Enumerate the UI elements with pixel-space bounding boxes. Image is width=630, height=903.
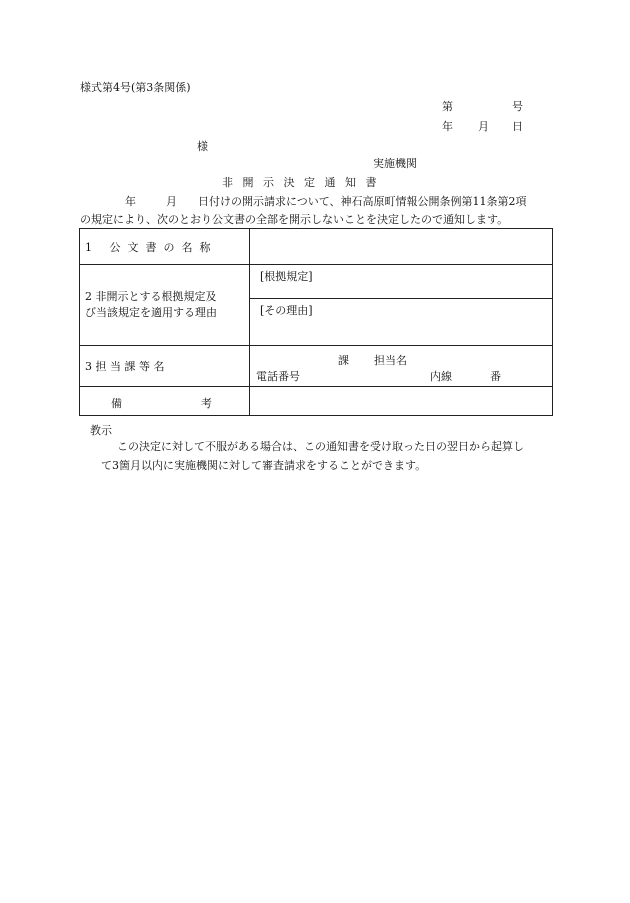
ext-number-label: 番	[490, 370, 501, 383]
row4-value	[250, 387, 553, 416]
basis-label: [根拠規定]	[260, 270, 313, 283]
table-row-name	[80, 229, 553, 265]
number-prefix: 第	[442, 100, 453, 113]
table-row-contact	[80, 346, 553, 387]
reason-cell	[250, 299, 552, 345]
body-year: 年	[125, 195, 136, 208]
contact-cell	[250, 346, 552, 386]
person-label: 担当名	[374, 354, 407, 367]
document-title: 非開示決定通知書	[222, 176, 386, 189]
body-month: 月	[166, 195, 177, 208]
date-day: 日	[512, 120, 523, 133]
date-year: 年	[442, 120, 453, 133]
row1-label: 1 公文書の名称	[80, 229, 250, 265]
extension-label: 内線	[430, 370, 452, 383]
instruction-line1: この決定に対して不服がある場合は、この通知書を受け取った日の翌日から起算し	[117, 440, 524, 453]
instruction-line2: て3箇月以内に実施機関に対して審査請求をすることができます。	[101, 459, 427, 472]
date-month: 月	[478, 120, 489, 133]
phone-label: 電話番号	[256, 370, 300, 383]
row2-label-line1: 2 非開示とする根拠規定及	[85, 290, 217, 303]
table-row-reason	[80, 265, 553, 346]
instruction-title: 教示	[90, 424, 112, 437]
agency-label: 実施機関	[373, 157, 417, 170]
row3-label: 3 担 当 課 等 名	[80, 346, 250, 387]
table-row-remarks	[80, 387, 553, 416]
remarks-char-1: 備	[111, 397, 122, 410]
row1-value	[250, 229, 553, 265]
remarks-char-2: 考	[201, 397, 212, 410]
body-line1: 日付けの開示請求について、神石高原町情報公開条例第11条第2項	[198, 195, 527, 208]
reason-label: [その理由]	[260, 304, 313, 317]
recipient-suffix: 様	[197, 140, 208, 153]
section-label: 課	[338, 354, 349, 367]
number-suffix: 号	[512, 100, 523, 113]
notice-table	[79, 228, 553, 416]
row2-label-line2: び当該規定を適用する理由	[85, 306, 217, 319]
row4-label	[85, 387, 249, 415]
form-number: 様式第4号(第3条関係)	[80, 81, 191, 94]
body-line2: の規定により、次のとおり公文書の全部を開示しないことを決定したので通知します。	[80, 213, 509, 226]
basis-cell	[250, 265, 552, 299]
row2-label	[85, 289, 249, 321]
